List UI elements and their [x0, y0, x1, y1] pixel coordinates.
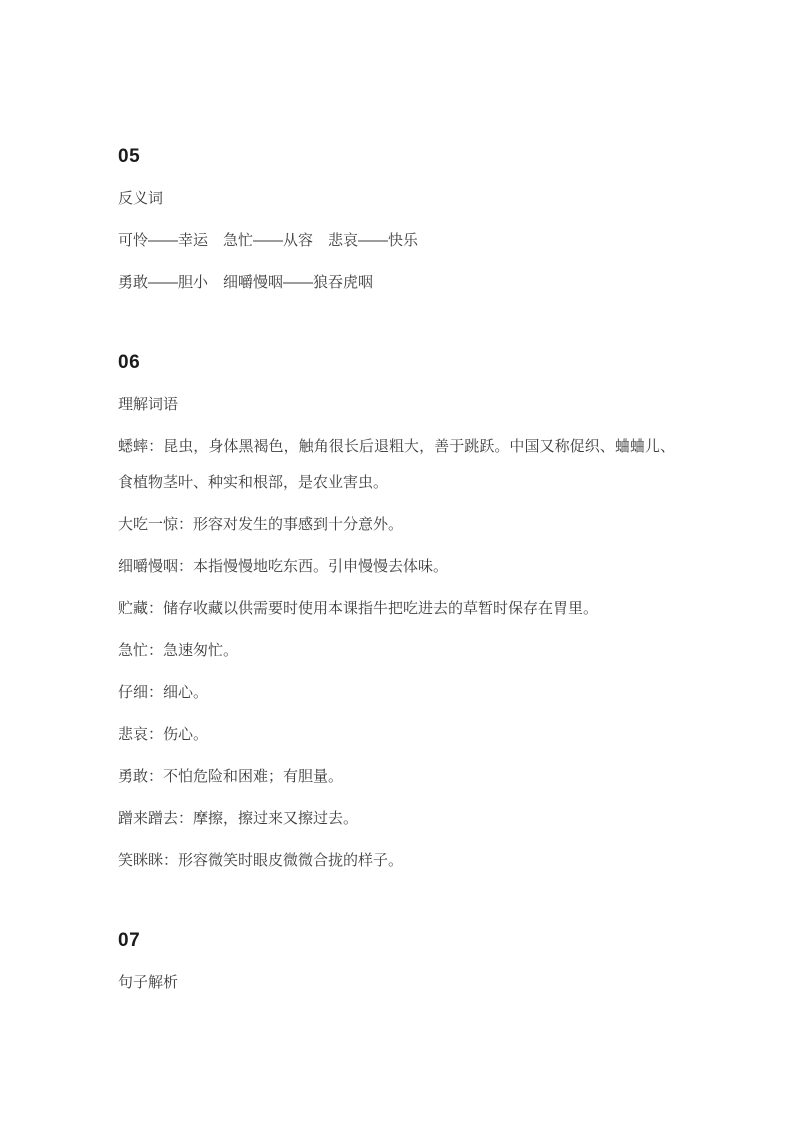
definition-paragraph: 仔细：细心。	[118, 684, 209, 701]
antonym-pairs-line: 可怜——幸运 急忙——从容 悲哀——快乐	[118, 232, 419, 249]
section-07	[118, 923, 675, 1001]
section-06	[118, 345, 675, 879]
definition-paragraph: 蟋蟀：昆虫，身体黑褐色，触角很长后退粗大，善于跳跃。中国又称促织、蛐蛐儿、食植物茎叶、种实和根部，是农业害虫。	[118, 438, 675, 491]
section-number: 07	[118, 930, 141, 951]
definition-paragraph: 急忙：急速匆忙。	[118, 642, 239, 659]
section-title: 句子解析	[118, 974, 179, 991]
section-title: 反义词	[118, 190, 164, 207]
section-number: 06	[118, 352, 141, 373]
definition-paragraph: 勇敢：不怕危险和困难；有胆量。	[118, 768, 344, 785]
definition-paragraph: 细嚼慢咽：本指慢慢地吃东西。引申慢慢去体味。	[118, 558, 449, 575]
section-number: 05	[118, 146, 141, 167]
definition-paragraph: 大吃一惊：形容对发生的事感到十分意外。	[118, 516, 404, 533]
definition-paragraph: 蹭来蹭去：摩擦，擦过来又擦过去。	[118, 810, 359, 827]
section-05	[118, 139, 675, 301]
definition-paragraph: 悲哀：伤心。	[118, 726, 209, 743]
antonym-pairs-line: 勇敢——胆小 细嚼慢咽——狼吞虎咽	[118, 274, 374, 291]
definition-paragraph: 贮藏：储存收藏以供需要时使用本课指牛把吃进去的草暂时保存在胃里。	[118, 600, 599, 617]
definition-paragraph: 笑眯眯：形容微笑时眼皮微微合拢的样子。	[118, 852, 404, 869]
section-title: 理解词语	[118, 396, 179, 413]
